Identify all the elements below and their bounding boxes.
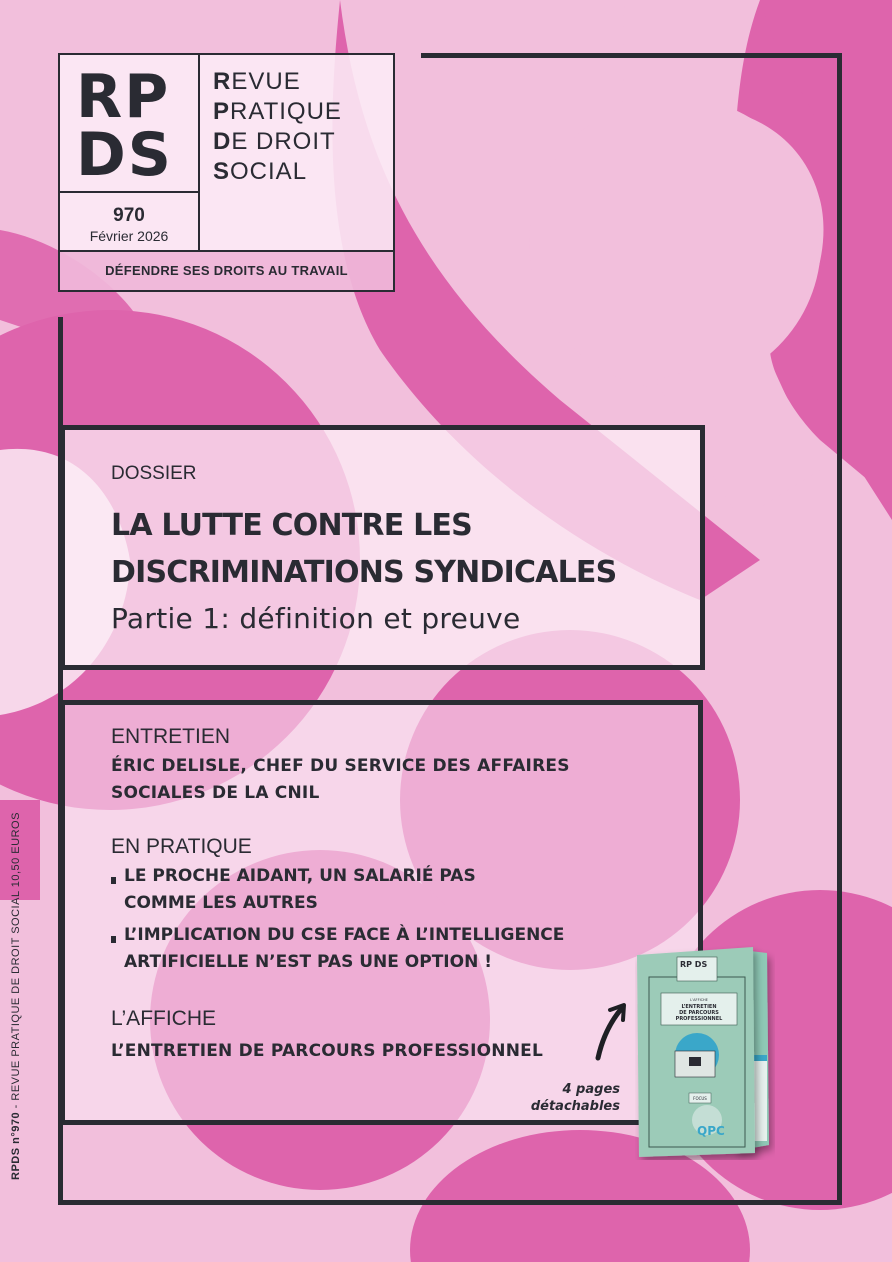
section-text-affiche: L’ENTRETIEN DE PARCOURS PROFESSIONNEL: [111, 1041, 544, 1061]
svg-text:L’AFFICHE: L’AFFICHE: [690, 998, 708, 1002]
monogram-line-1: RP: [76, 62, 171, 132]
svg-text:RP DS: RP DS: [680, 960, 708, 969]
detachable-note: 4 pages détachables: [530, 1082, 620, 1114]
name-line: PRATIQUE: [213, 98, 342, 125]
bullet-icon: [111, 877, 116, 884]
publication-name: [213, 67, 342, 187]
list-item: L’IMPLICATION DU CSE FACE À L’INTELLIGENCE ARTIFICIELLE N’EST PAS UNE OPTION !: [111, 922, 564, 976]
issue-number: 970: [113, 205, 145, 226]
issue-info: [60, 193, 200, 252]
tagline: DÉFENDRE SES DROITS AU TRAVAIL: [60, 250, 393, 290]
name-line: REVUE: [213, 68, 301, 95]
section-label-affiche: L’AFFICHE: [111, 1007, 217, 1030]
name-line: DE DROIT: [213, 128, 336, 155]
dossier-kicker: DOSSIER: [111, 463, 197, 484]
monogram: [60, 55, 200, 193]
svg-text:QPC: QPC: [697, 1124, 725, 1138]
section-label-pratique: EN PRATIQUE: [111, 835, 252, 858]
monogram-line-2: DS: [76, 120, 174, 190]
svg-text:FOCUS: FOCUS: [693, 1096, 707, 1101]
masthead-logo: [58, 53, 395, 292]
issue-date: Février 2026: [89, 228, 169, 244]
poster-thumbnail: [635, 945, 775, 1160]
frame-top-line: [421, 53, 842, 58]
arrow-icon: [592, 1000, 632, 1062]
dossier-title: LA LUTTE CONTRE LES DISCRIMINATIONS SYNDICALES: [111, 508, 617, 590]
svg-text:PROFESSIONNEL: PROFESSIONNEL: [675, 1016, 723, 1022]
section-text-entretien: ÉRIC DELISLE, CHEF DU SERVICE DES AFFAIRES SOCIALES DE LA CNIL: [111, 756, 570, 803]
spine-text: RPDS n°970 - REVUE PRATIQUE DE DROIT SOCIAL 10,50 EUROS: [10, 812, 22, 1180]
svg-text:L’ENTRETIEN: L’ENTRETIEN: [681, 1004, 717, 1010]
frame-right-line: [837, 53, 842, 1205]
dossier-box: [60, 425, 705, 670]
dossier-subtitle: Partie 1: définition et preuve: [111, 602, 521, 635]
svg-text:DE PARCOURS: DE PARCOURS: [679, 1010, 719, 1016]
section-label-entretien: ENTRETIEN: [111, 725, 231, 748]
name-line: SOCIAL: [213, 158, 308, 185]
list-item: LE PROCHE AIDANT, UN SALARIÉ PAS COMME LES AUTRES: [111, 863, 476, 917]
bullet-icon: [111, 936, 116, 943]
frame-bottom-line: [58, 1200, 842, 1205]
